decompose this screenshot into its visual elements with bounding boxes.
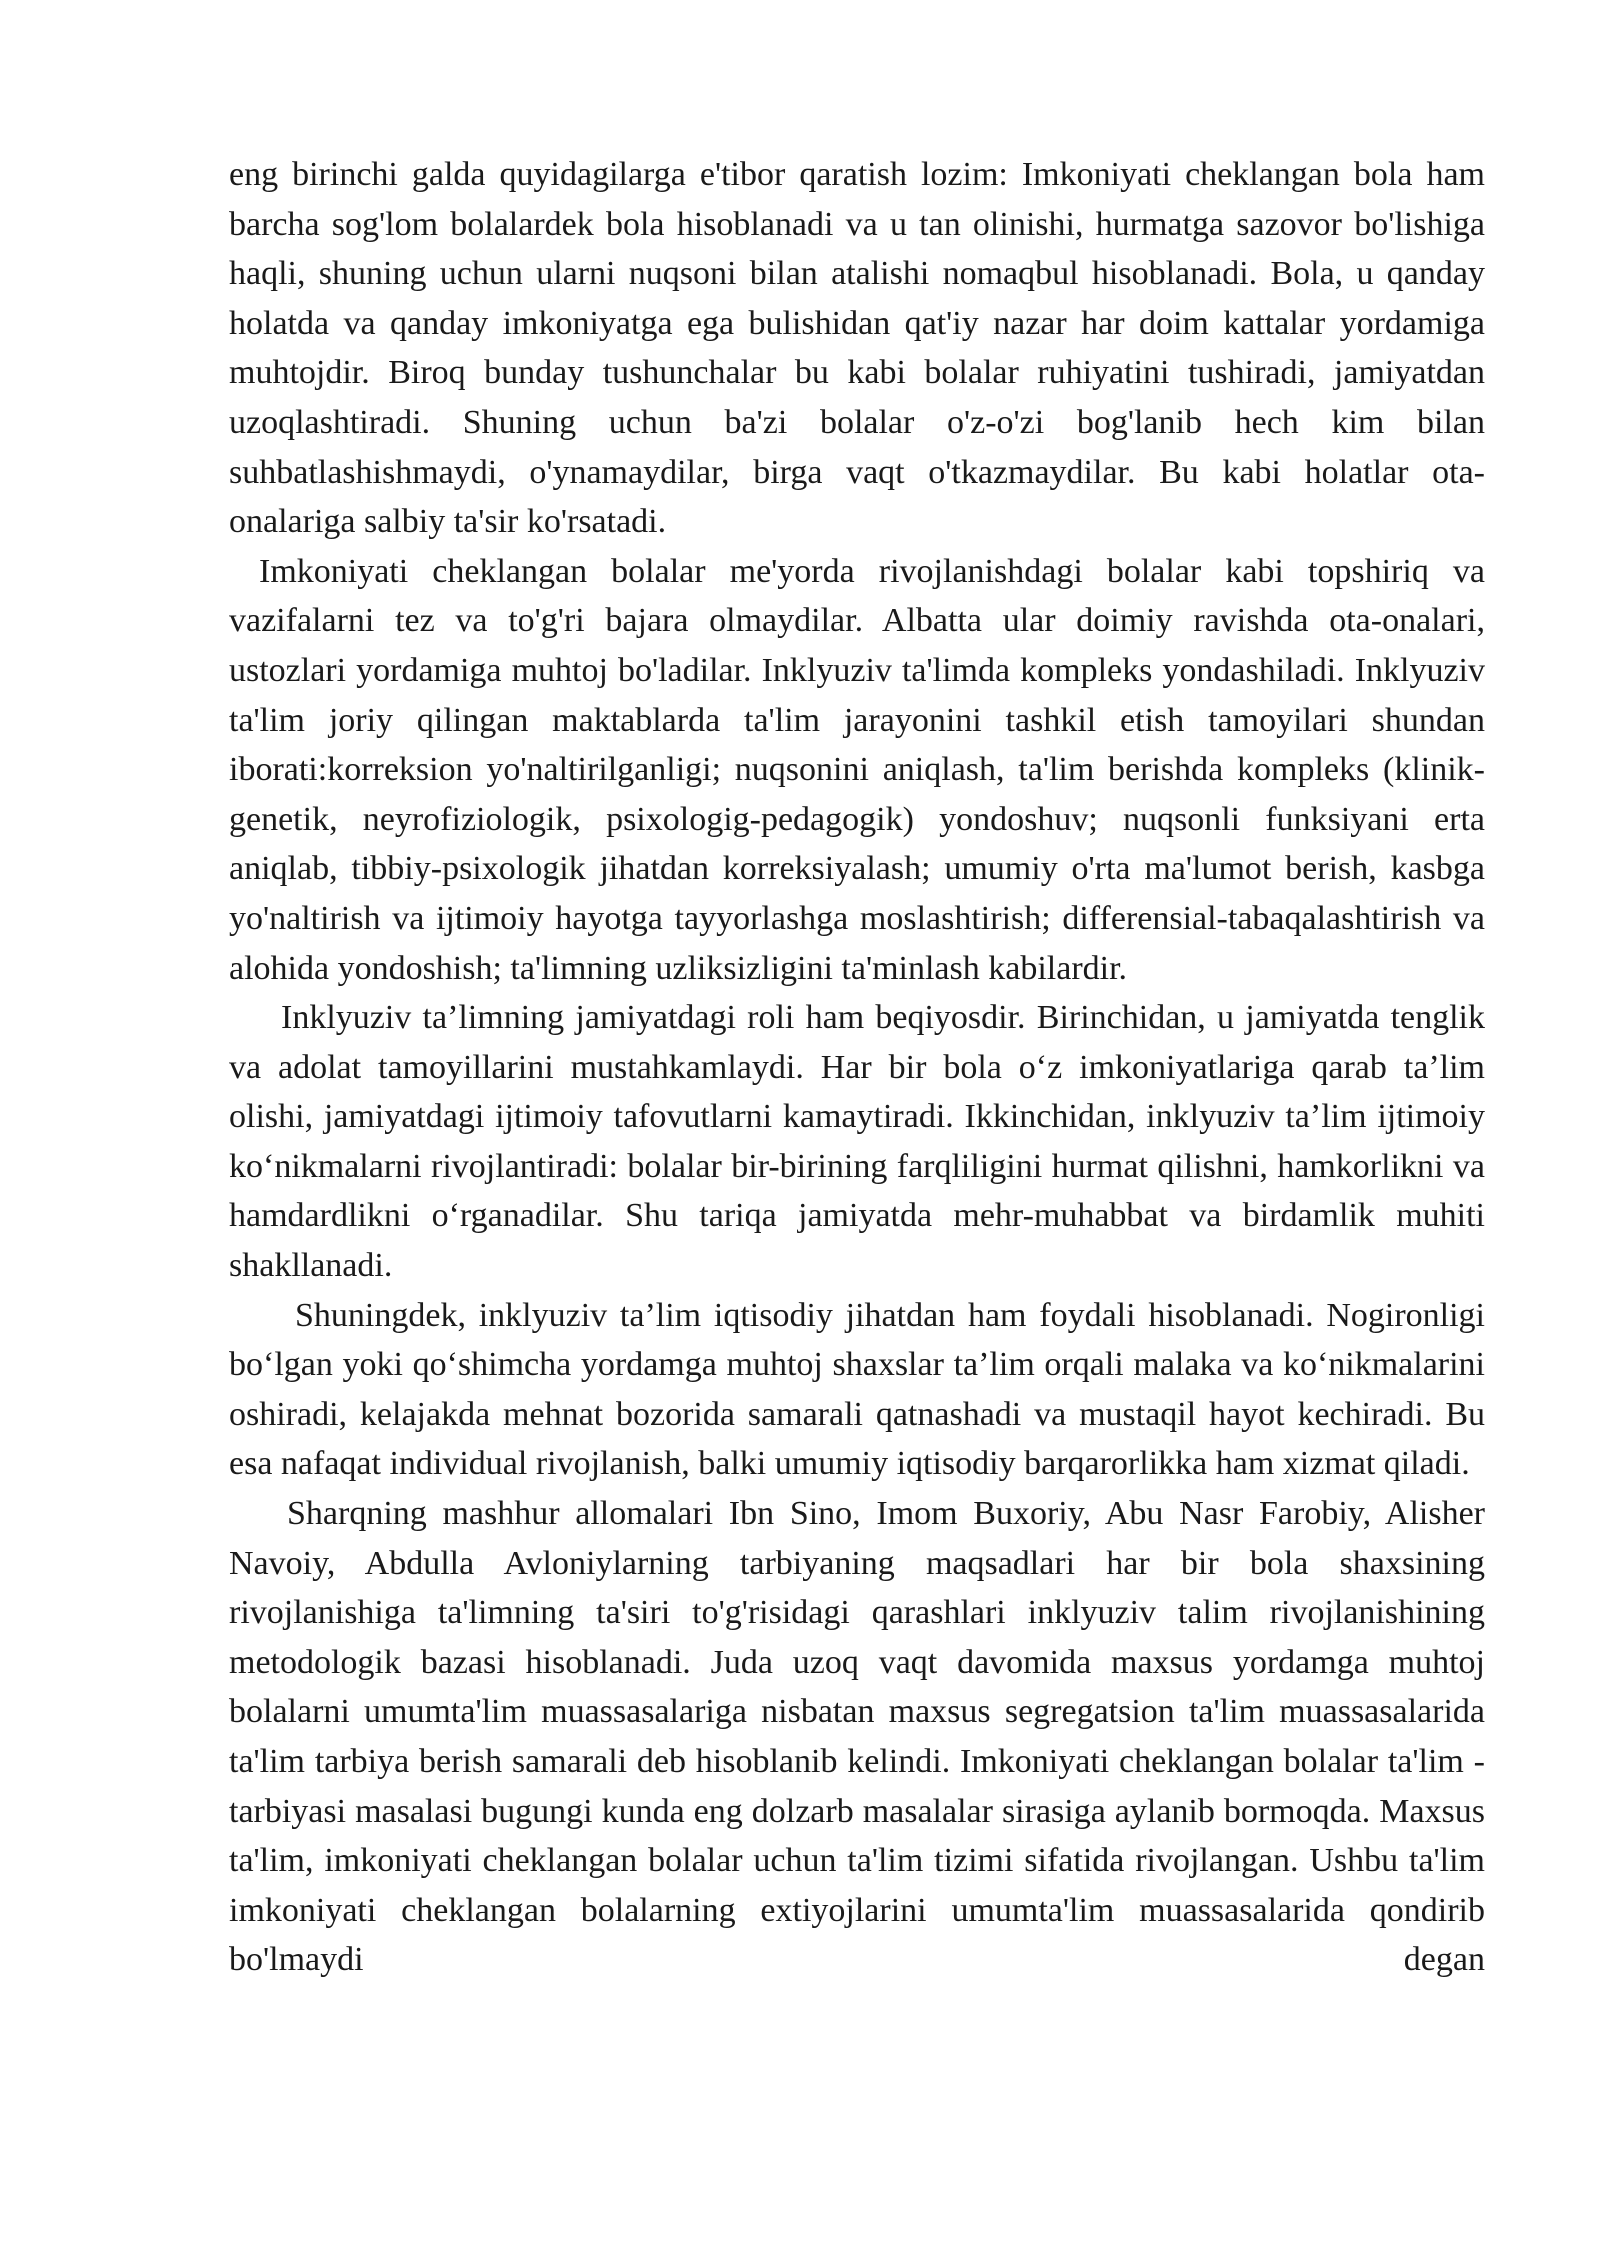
paragraph-1: eng birinchi galda quyidagilarga e'tibor qaratish lozim: Imkoniyati cheklangan bola ham barcha sog'lom bolalardek bola hisoblanadi va u tan olinishi, hurmatga sazovor bo'lishiga haqli, shuning uchun ularni nuqsoni bilan atalishi nomaqbul hisoblanadi. Bola, u qanday holatda va qanday imkoniyatga ega bulishidan qat'iy nazar har doim kattalar yordamiga muhtojdir. Biroq bunday tushunchalar bu kabi bolalar ruhiyatini tushiradi, jamiyatdan uzoqlashtiradi. Shuning uchun ba'zi bolalar o'z-o'zi bog'lanib hech kim bilan suhbatlashishmaydi, o'ynamaydilar, birga vaqt o'tkazmaydilar. Bu kabi holatlar ota-onalariga salbiy ta'sir ko'rsatadi. <box>229 156 1485 541</box>
paragraph-3: Inklyuziv ta’limning jamiyatdagi roli ham beqiyosdir. Birinchidan, u jamiyatda tenglik va adolat tamoyillarini mustahkamlaydi. Har bir bola o‘z imkoniyatlariga qarab ta’lim olishi, jamiyatdagi ijtimoiy tafovutlarni kamaytiradi. Ikkinchidan, inklyuziv ta’lim ijtimoiy ko‘nikmalarni rivojlantiradi: bolalar bir-birining farqliligini hurmat qilishni, hamkorlikni va hamdardlikni o‘rganadilar. Shu tariqa jamiyatda mehr-muhabbat va birdamlik muhiti shakllanadi. <box>229 999 1485 1285</box>
paragraph-2: Imkoniyati cheklangan bolalar me'yorda rivojlanishdagi bolalar kabi topshiriq va vazifalarni tez va to'g'ri bajara olmaydilar. Albatta ular doimiy ravishda ota-onalari, ustozlari yordamiga muhtoj bo'ladilar. Inklyuziv ta'limda kompleks yondashiladi. Inklyuziv ta'lim joriy qilingan maktablarda ta'lim jarayonini tashkil etish tamoyilari shundan iborati:korreksion yo'naltirilganligi; nuqsonini aniqlash, ta'lim berishda kompleks (klinik-genetik, neyrofiziologik, psixologig-pedagogik) yondoshuv; nuqsonli funksiyani erta aniqlab, tibbiy-psixologik jihatdan korreksiyalash; umumiy o'rta ma'lumot berish, kasbga yo'naltirish va ijtimoiy hayotga tayyorlashga moslashtirish; differensial-tabaqalashtirish va alohida yondoshish; ta'limning uzliksizligini ta'minlash kabilardir. <box>229 552 1485 987</box>
paragraph-5: Sharqning mashhur allomalari Ibn Sino, Imom Buxoriy, Abu Nasr Farobiy, Alisher Navoiy, Abdulla Avloniylarning tarbiyaning maqsadlari har bir bola shaxsining rivojlanishiga ta'limning ta'siri to'g'risidagi qarashlari inklyuziv talim rivojlanishining metodologik bazasi hisoblanadi. Juda uzoq vaqt davomida maxsus yordamga muhtoj bolalarni umumta'lim muassasalariga nisbatan maxsus segregatsion ta'lim muassasalarida ta'lim tarbiya berish samarali deb hisoblanib kelindi. Imkoniyati cheklangan bolalar ta'lim - tarbiyasi masalasi bugungi kunda eng dolzarb masalalar sirasiga aylanib bormoqda. Maxsus ta'lim, imkoniyati cheklangan bolalar uchun ta'lim tizimi sifatida rivojlangan. Ushbu ta'lim imkoniyati cheklangan bolalarning extiyojlarini umumta'lim muassasalarida qondirib bo'lmaydi degan <box>229 1495 1485 1979</box>
paragraph-4: Shuningdek, inklyuziv ta’lim iqtisodiy jihatdan ham foydali hisoblanadi. Nogironligi bo‘lgan yoki qo‘shimcha yordamga muhtoj shaxslar ta’lim orqali malaka va ko‘nikmalarini oshiradi, kelajakda mehnat bozorida samarali qatnashadi va mustaqil hayot kechiradi. Bu esa nafaqat individual rivojlanish, balki umumiy iqtisodiy barqarorlikka ham xizmat qiladi. <box>229 1296 1485 1483</box>
document-page <box>229 150 1485 1985</box>
